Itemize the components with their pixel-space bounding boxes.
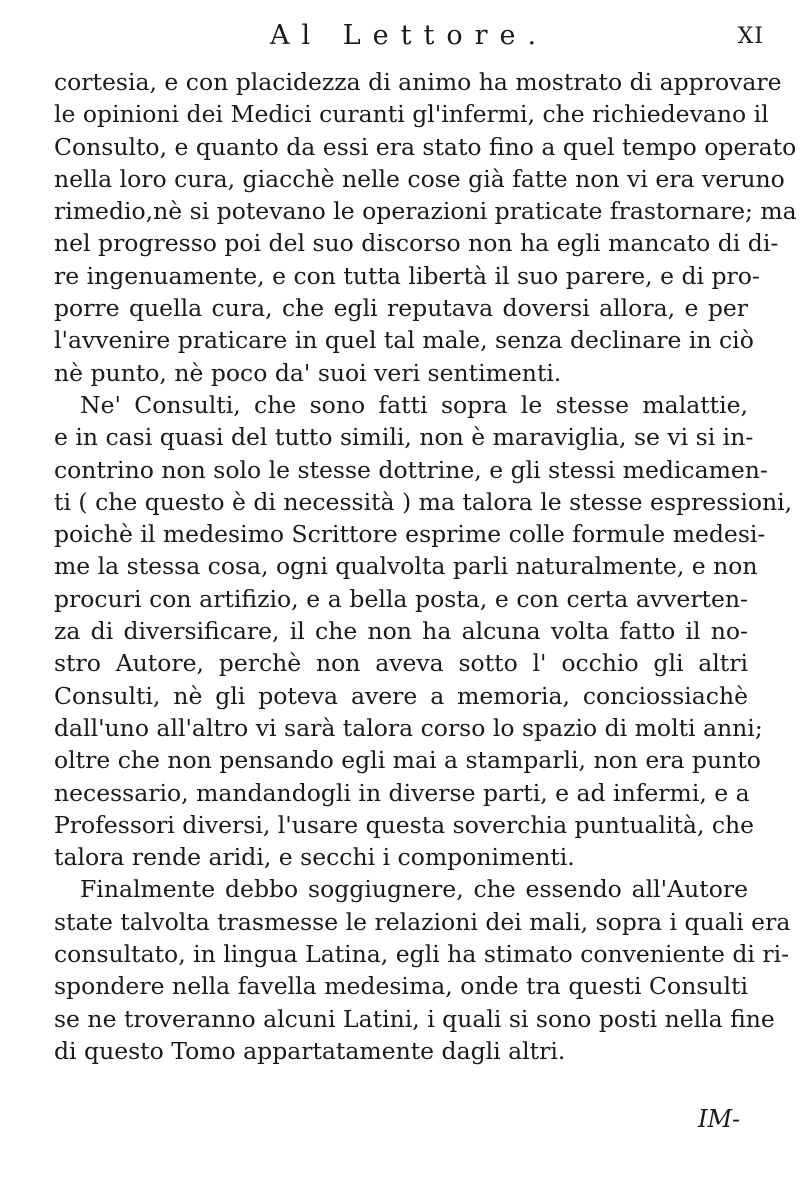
- text-line: cortesia, e con placidezza di animo ha mostrato di approvare: [54, 68, 782, 96]
- text-line: le opinioni dei Medici curanti gl'infermi, che richiedevano il: [54, 100, 769, 129]
- text-line: nel progresso poi del suo discorso non ha egli mancato di di-: [54, 229, 779, 258]
- text-line: nella loro cura, giacchè nelle cose già fatte non vi era veruno: [54, 164, 785, 193]
- text-line: re ingenuamente, e con tutta libertà il suo parere, e di pro-: [54, 261, 760, 290]
- text-line: ti ( che questo è di necessità ) ma talora le stesse espressioni,: [54, 487, 793, 516]
- text-line: Professori diversi, l'usare questa soverchia puntualità, che: [54, 810, 755, 839]
- text-line: spondere nella favella medesima, onde tra questi Consulti: [54, 972, 748, 1001]
- text-line: se ne troveranno alcuni Latini, i quali si sono posti nella fine: [54, 1004, 775, 1033]
- running-title: Al Lettore.: [270, 20, 549, 51]
- text-line: e in casi quasi del tutto simili, non è maraviglia, se vi si in-: [54, 423, 754, 452]
- page-number: XI: [737, 24, 764, 49]
- text-line: stro Autore, perchè non aveva sotto l' occhio gli altri: [54, 649, 748, 678]
- text-line: Consulti, nè gli poteva avere a memoria, conciossiachè: [54, 681, 748, 710]
- text-line: state talvolta trasmesse le relazioni dei mali, sopra i quali era: [54, 907, 791, 936]
- text-line: oltre che non pensando egli mai a stamparli, non era punto: [54, 746, 761, 775]
- text-line: za di diversificare, il che non ha alcuna volta fatto il no-: [54, 617, 748, 646]
- text-line: poichè il medesimo Scrittore esprime colle formule medesi-: [54, 520, 766, 549]
- text-line: me la stessa cosa, ogni qualvolta parli naturalmente, e non: [54, 552, 758, 581]
- body-text: [54, 66, 797, 1067]
- text-line: procuri con artifizio, e a bella posta, e con certa avverten-: [54, 584, 748, 613]
- text-line: contrino non solo le stesse dottrine, e gli stessi medicamen-: [54, 455, 768, 484]
- text-line: consultato, in lingua Latina, egli ha stimato conveniente di ri-: [54, 940, 790, 969]
- text-line: dall'uno all'altro vi sarà talora corso lo spazio di molti anni;: [54, 713, 763, 742]
- text-line: necessario, mandandogli in diverse parti, e ad infermi, e a: [54, 778, 750, 807]
- text-line: Finalmente debbo soggiugnere, che essendo all'Autore: [80, 875, 748, 904]
- text-line: Consulto, e quanto da essi era stato fino a quel tempo operato: [54, 132, 797, 161]
- text-line: di questo Tomo appartatamente dagli altri.: [54, 1036, 566, 1065]
- text-line: Ne' Consulti, che sono fatti sopra le stesse malattie,: [80, 390, 748, 419]
- catchword: IM-: [698, 1105, 741, 1133]
- text-line: talora rende aridi, e secchi i componimenti.: [54, 843, 575, 872]
- text-line: rimedio,nè si potevano le operazioni praticate frastornare; ma: [54, 197, 797, 226]
- text-line: porre quella cura, che egli reputava doversi allora, e per: [54, 294, 748, 323]
- text-line: l'avvenire praticare in quel tal male, senza declinare in ciò: [54, 326, 754, 355]
- running-head: [0, 20, 800, 60]
- text-line: nè punto, nè poco da' suoi veri sentimenti.: [54, 358, 562, 387]
